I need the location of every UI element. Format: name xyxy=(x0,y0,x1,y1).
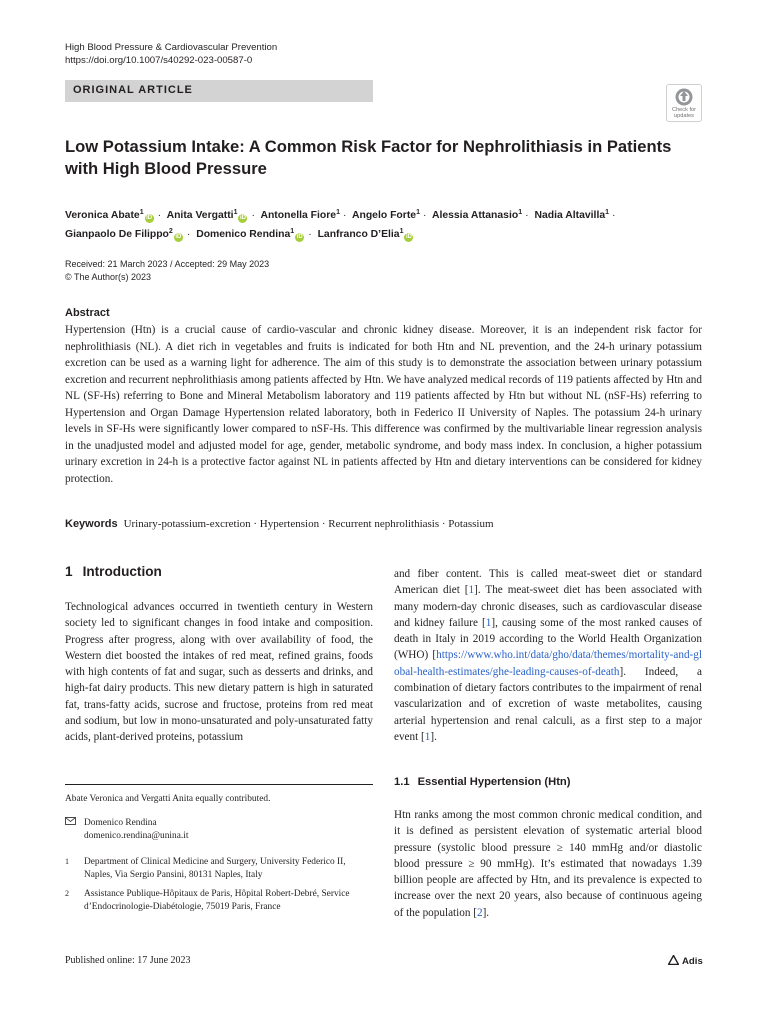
check-for-updates-icon xyxy=(674,87,694,107)
article-dates xyxy=(65,258,269,284)
abstract-heading: Abstract xyxy=(65,307,110,319)
subsection-paragraph: Htn ranks among the most common chronic medical condition, and it is defined as persistent elevation of systematic arterial blood pressure (systolic blood pressure ≥ 140 mmHg and/or diastolic blood pressure ≥ 90 mmHg). It’s estimated that nowadays 1.39 billion people are affected by Htn, and its prevalence is expected to increase over the next 20 years, also because of continuous ageing of the population [2]. xyxy=(394,809,702,919)
publisher-logo: Adis xyxy=(668,955,703,967)
section-heading-introduction: 1 Introduction xyxy=(65,564,162,579)
intro-paragraph-2: and fiber content. This is called meat-sweet diet or standard American diet [1]. The meat-sweet diet has been associated with many modern-day chronic diseases, such as cardiovascular disease and kidney failure [1], causing some of the most ranked causes of death in Italy in 2019 according to the World Health Organization (WHO) [https://www.who.int/data/gho/data/themes/mortality-and-global-health-estimates/ghe-leading-causes-of-death]. Indeed, a combination of dietary factors contributes to the impairment of renal vascularization and of excretion of waste metabolites, causing arterial hypertension and renal calculi, as a first step to a major event [1]. xyxy=(394,568,703,743)
citation-link[interactable]: 1 xyxy=(468,584,475,597)
orcid-icon[interactable]: iD xyxy=(296,234,303,240)
who-url-link[interactable]: https://www.who.int/data/gho/data/themes/mortality-and-global-health-estimates/ghe-leading-causes-of-death xyxy=(394,649,702,678)
author[interactable]: Veronica Abate$^1$iD xyxy=(65,209,153,221)
received-accepted: Received: 21 March 2023 / Accepted: 29 May 2023 xyxy=(65,259,270,269)
intro-paragraph-1: Technological advances occurred in twentieth century in Western society led to significant changes in food intake and composition. Progress after progress, along with over availability of food, the Western diet boosted the intakes of red meat, refined grains, foods with high contents of fat and sugar, such as desserts and drinks, and high-fat dairy products. This new dietary pattern is high in saturated fat, trans-fatty acids, sucrose and fructose, proteins from red meat and sodium, but low in mono-unsaturated and poly-unsaturated fatty acids, plant-derived proteins, potassium xyxy=(65,601,373,744)
contact-name: Domenico Rendina xyxy=(84,818,157,828)
orcid-icon[interactable]: iD xyxy=(405,234,412,240)
article-type: ORIGINAL ARTICLE xyxy=(73,84,193,96)
orcid-icon[interactable]: iD xyxy=(146,215,153,221)
published-date: Published online: 17 June 2023 xyxy=(65,955,191,966)
citation-link[interactable]: 2 xyxy=(476,906,483,919)
keywords-text: Urinary-potassium-excretion · Hypertension · Recurrent nephrolithiasis · Potassium xyxy=(123,518,494,530)
article-title: Low Potassium Intake: A Common Risk Factor for Nephrolithiasis in Patients with High Blood Pressure xyxy=(65,137,672,178)
journal-name: High Blood Pressure & Cardiovascular Prevention xyxy=(65,42,278,53)
copyright: © The Author(s) 2023 xyxy=(65,272,152,282)
check-line-2: updates xyxy=(674,113,694,119)
check-for-updates-button[interactable] xyxy=(666,84,702,122)
subsection-heading: 1.1 Essential Hypertension (Htn) xyxy=(394,776,571,788)
footnote-rule xyxy=(65,784,373,785)
journal-header xyxy=(65,41,277,67)
author[interactable]: Angelo Forte$^1$ xyxy=(351,209,420,221)
author[interactable]: Alessia Attanasio$^1$ xyxy=(431,209,523,221)
abstract-text: Hypertension (Htn) is a crucial cause of cardio-vascular and chronic kidney disease. Moreover, it is an independent risk factor for nephrolithiasis (NL). A diet rich in vegetables and fruits is indicated for both Htn and NL prevention, and the 24-h urinary potassium excretion can be used as a warning light for adherence. The aim of this study is to demonstrate the association between urinary potassium excretion and recurrent nephrolithiasis among patients affected by Htn. We have analyzed medical records of 119 patients affected by Htn and NL (SF-Hs) referring to Bone and Mineral Metabolism laboratory and 119 patients affected by Htn but without NL (nSF-Hs) referring to Hypertension and Organ Damage Hypertension related laboratory, both in Federico II University of Naples. The potassium 24-h urinary levels in SF-Hs were significantly lower compared to nSF-Hs. This difference was confirmed by the multivariable linear regression analysis in the unadjusted model and adjusted model for age, gender, metabolic syndrome, and body mass index. In conclusion, a higher potassium urinary excretion in 24-h is a protective factor against NL in patients affected by Htn and dietary interventions can be considered for kidney protection. xyxy=(65,324,702,485)
citation-link[interactable]: 1 xyxy=(424,730,431,743)
check-line-1: Check for xyxy=(672,107,696,113)
doi-link[interactable]: https://doi.org/10.1007/s40292-023-00587-0 xyxy=(65,55,253,66)
author[interactable]: Lanfranco D’Elia$^1$iD xyxy=(317,228,412,240)
keywords-label: Keywords xyxy=(65,518,118,530)
footnote-affiliation-2: 2 Assistance Publique-Hôpitaux de Paris, Hôpital Robert-Debré, Service d’Endocrinologie-Diabétologie, 75019 Paris, France xyxy=(65,889,350,912)
mail-icon xyxy=(65,817,76,830)
author[interactable]: Nadia Altavilla$^1$ xyxy=(534,209,610,221)
footnote-contact xyxy=(65,817,188,842)
article-type-badge xyxy=(65,80,373,102)
author[interactable]: Gianpaolo De Filippo$^2$iD xyxy=(65,228,182,240)
citation-link[interactable]: 1 xyxy=(485,616,492,629)
author[interactable]: Anita Vergatti$^1$iD xyxy=(166,209,246,221)
contact-email[interactable]: domenico.rendina@unina.it xyxy=(84,830,189,841)
author[interactable]: Domenico Rendina$^1$iD xyxy=(196,228,303,240)
author-list: Veronica Abate$^1$iD · Anita Vergatti$^1$iD · Antonella Fiore$^1$ · Angelo Forte$^1$ · Alessia Attanasio$^1$ · Nadia Altavilla$^1$ · Gianpaolo De Filippo$^2$iD · Domenico Rendina$^1$iD · Lanfranco D’Elia$^1$iD xyxy=(65,209,616,240)
footnote-equal-contribution: Abate Veronica and Vergatti Anita equally contributed. xyxy=(65,794,271,804)
orcid-icon[interactable]: iD xyxy=(175,234,182,240)
author[interactable]: Antonella Fiore$^1$ xyxy=(260,209,340,221)
orcid-icon[interactable]: iD xyxy=(239,215,246,221)
adis-logo-icon xyxy=(668,955,679,965)
footnote-affiliation-1: 1 Department of Clinical Medicine and Surgery, University Federico II, Naples, Via Sergio Pansini, 80131 Naples, Italy xyxy=(65,857,346,880)
keywords xyxy=(65,516,705,532)
